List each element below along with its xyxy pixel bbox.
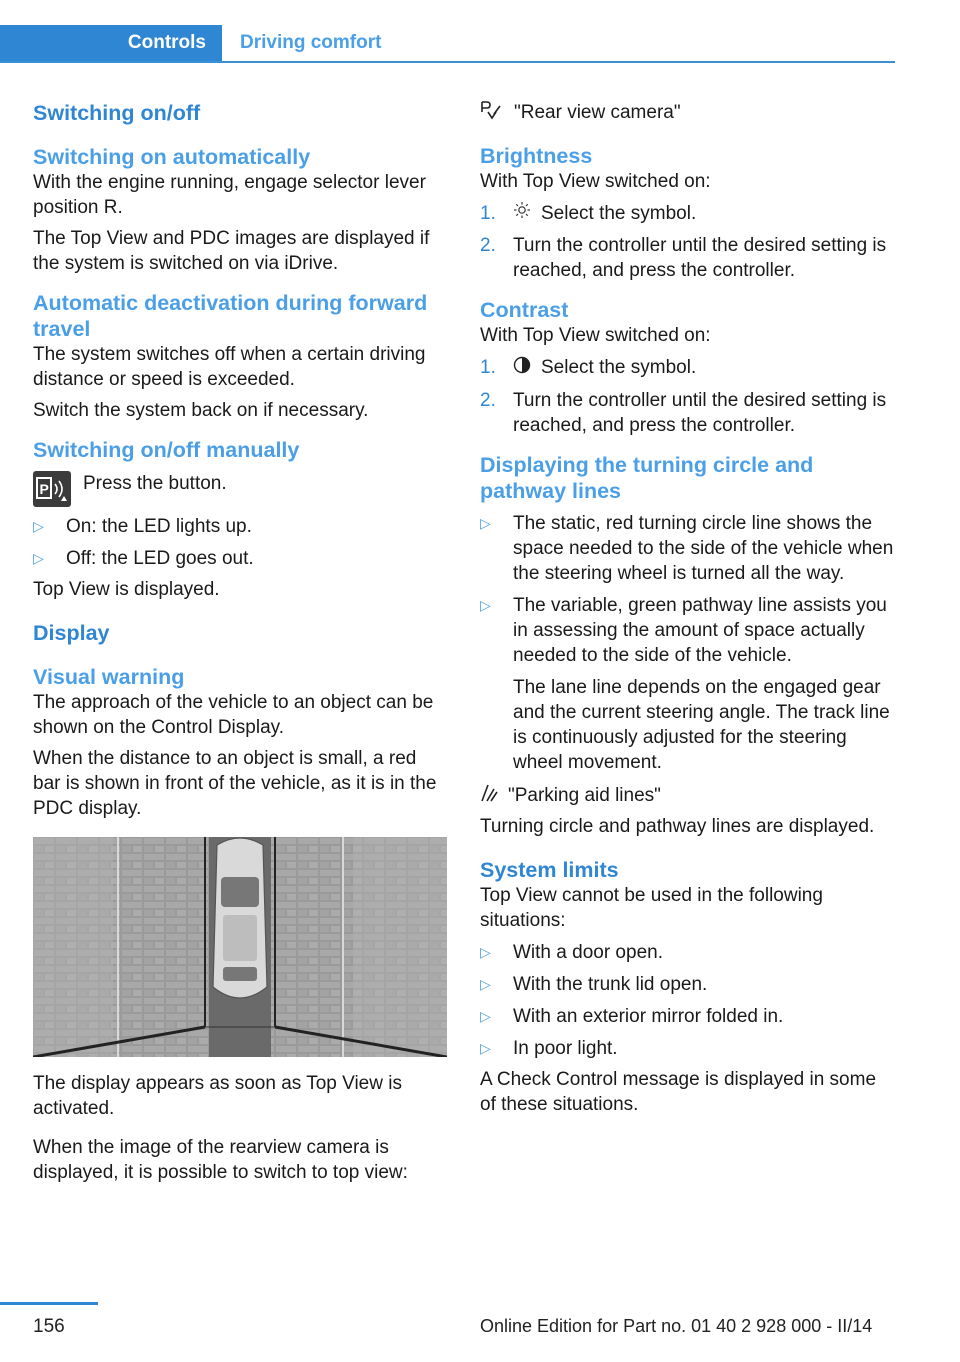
list-item — [480, 355, 895, 380]
step-number: 2. — [480, 389, 496, 411]
contrast-steps — [480, 355, 895, 437]
step-number: 1. — [480, 203, 496, 224]
paragraph: The display appears as soon as Top View is activated. — [33, 1073, 402, 1119]
paragraph: "Rear view camera" — [514, 102, 681, 123]
rear-view-camera-icon — [480, 100, 504, 125]
list-item — [480, 233, 895, 283]
left-column — [33, 100, 449, 1185]
limits-list — [480, 940, 895, 1061]
step-text: Select the symbol. — [541, 203, 697, 224]
paragraph: When the distance to an object is small, a red bar is shown in front of the vehicle, as it is in the PDC display. — [33, 748, 437, 819]
list-item: ▷ With an exterior mirror folded in. — [480, 1004, 895, 1029]
paragraph: When the image of the rearview camera is displayed, it is possible to switch to top view: — [33, 1137, 408, 1183]
contrast-icon — [513, 356, 531, 381]
list-item: ▷ Off: the LED goes out. — [33, 546, 449, 571]
heading-visual-warning: Visual warning — [33, 665, 185, 689]
heading-turning-circle: Displaying the turning circle and pathway lines — [480, 452, 814, 503]
list-item — [480, 593, 895, 775]
list-item — [480, 201, 895, 226]
press-button-line — [33, 471, 449, 507]
parking-aid-lines-icon — [480, 783, 498, 808]
heading-display: Display — [33, 621, 110, 645]
paragraph: The system switches off when a certain driving distance or speed is exceeded. — [33, 344, 426, 390]
paragraph: Top View cannot be used in the following situations: — [480, 884, 823, 931]
paragraph: The lane line depends on the engaged gear and the current steering angle. The track line is continuously adjusted for the steering wheel movement. — [513, 676, 890, 773]
paragraph: Top View is displayed. — [33, 579, 220, 600]
header-tabbar — [0, 25, 895, 63]
tab-controls[interactable]: Controls — [0, 25, 222, 61]
step-number: 2. — [480, 235, 496, 257]
heading-switching-on-automatically: Switching on automatically — [33, 145, 311, 169]
paragraph: With Top View switched on: — [480, 171, 711, 192]
step-text: Turn the controller until the desired setting is reached, and press the controller. — [513, 389, 887, 436]
top-view-display-image — [33, 837, 447, 1057]
list-item: ▷ In poor light. — [480, 1036, 895, 1061]
paragraph: "Parking aid lines" — [508, 784, 661, 806]
list-item-text: The variable, green pathway line assists you in assessing the amount of space actually needed to the side of the vehicle. — [513, 594, 887, 666]
led-list — [33, 514, 449, 571]
page-number: 156 — [33, 1316, 65, 1337]
list-item: ▷ With the trunk lid open. — [480, 972, 895, 997]
rear-camera-line — [480, 100, 895, 125]
paragraph: Turning circle and pathway lines are displayed. — [480, 815, 875, 837]
heading-contrast: Contrast — [480, 298, 569, 323]
edition-note: Online Edition for Part no. 01 40 2 928 000 - II/14 — [480, 1316, 873, 1336]
heading-system-limits: System limits — [480, 857, 619, 882]
svg-text:P: P — [39, 481, 49, 497]
list-item: ▷ The static, red turning circle line shows the space needed to the side of the vehicle when the steering wheel is turned all the way. — [480, 511, 895, 586]
step-text: Turn the controller until the desired setting is reached, and press the controller. — [513, 235, 887, 282]
brightness-steps — [480, 201, 895, 283]
paragraph: With Top View switched on: — [480, 325, 711, 347]
tab-driving-comfort[interactable]: Driving comfort — [240, 32, 382, 53]
list-item: ▷ With a door open. — [480, 940, 895, 965]
parking-lines-line — [480, 783, 895, 808]
paragraph: A Check Control message is displayed in some of these situations. — [480, 1068, 877, 1115]
paragraph: With the engine running, engage selector lever position R. — [33, 172, 426, 218]
list-item: ▷ On: the LED lights up. — [33, 514, 449, 539]
turning-list — [480, 511, 895, 775]
heading-switching-manually: Switching on/off manually — [33, 438, 300, 462]
heading-brightness: Brightness — [480, 144, 593, 168]
step-text: Select the symbol. — [541, 357, 697, 379]
heading-switching-on-off: Switching on/off — [33, 101, 201, 125]
brightness-sun-icon — [513, 201, 531, 226]
list-item — [480, 388, 895, 438]
step-number: 1. — [480, 357, 496, 379]
paragraph: The Top View and PDC images are displayed if the system is switched on via iDrive. — [33, 228, 430, 274]
footer-rule — [0, 1302, 98, 1305]
paragraph: Switch the system back on if necessary. — [33, 400, 369, 421]
paragraph: Press the button. — [83, 473, 227, 494]
paragraph: The approach of the vehicle to an object can be shown on the Control Display. — [33, 692, 434, 738]
top-view-button-icon — [33, 471, 71, 507]
heading-automatic-deactivation: Automatic deactivation during forward travel — [33, 291, 428, 341]
right-column — [480, 100, 895, 1117]
